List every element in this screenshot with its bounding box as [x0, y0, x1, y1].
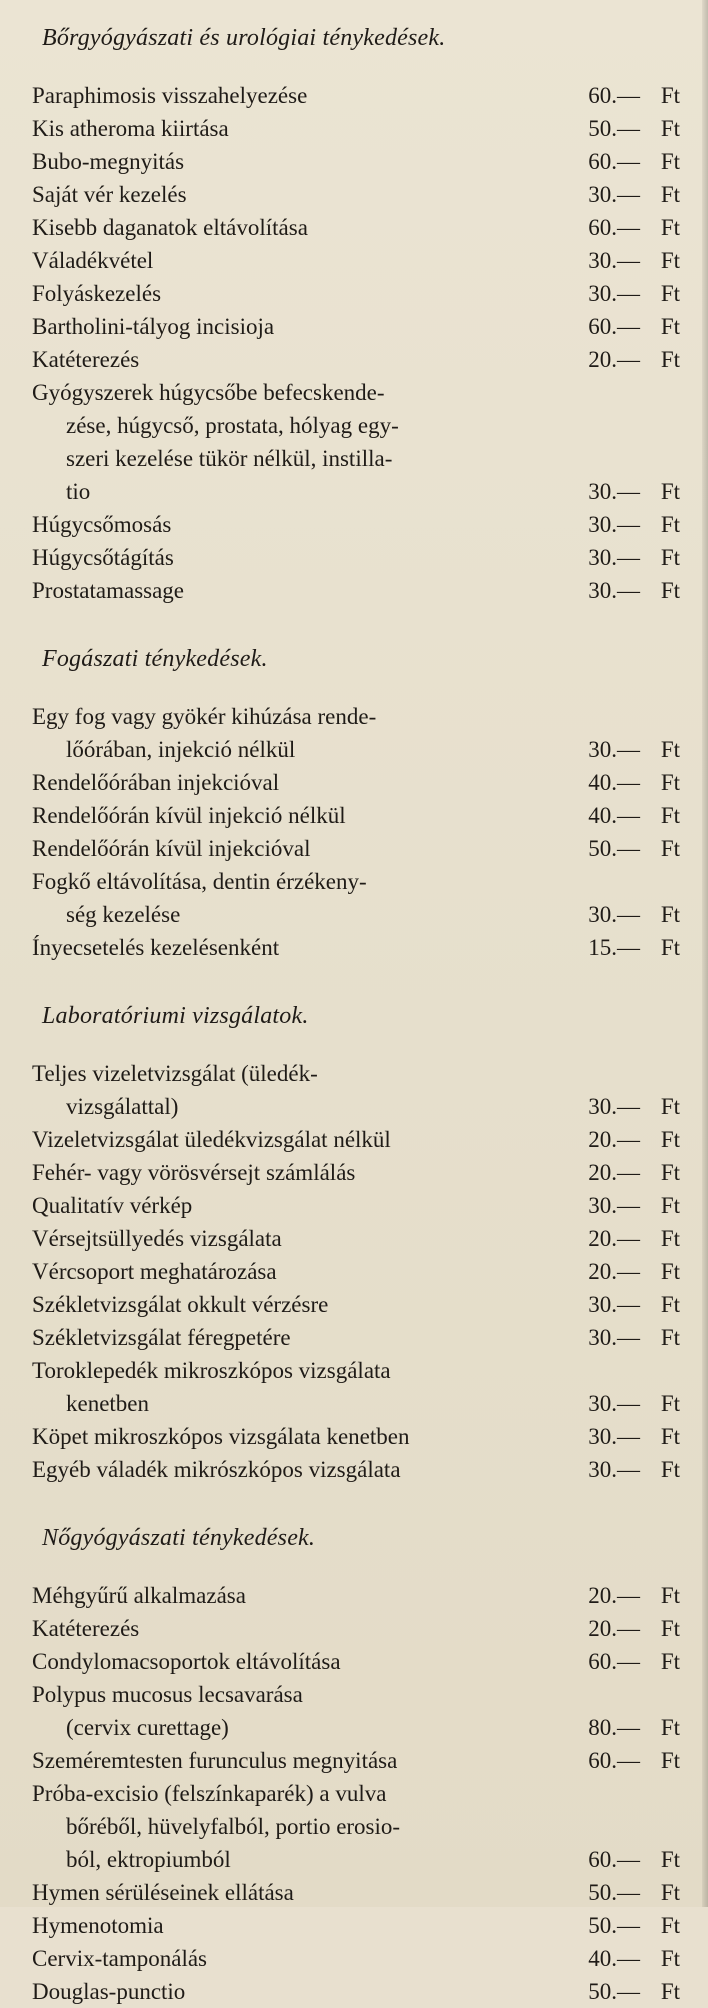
item-label	[32, 277, 562, 310]
item-label-line: Teljes vizeletvizsgálat (üledék-	[32, 1061, 318, 1086]
item-label	[32, 211, 562, 244]
price-row	[32, 1876, 692, 1909]
item-label-line: Cervix-tamponálás	[32, 1946, 208, 1971]
item-price: 30.—	[588, 902, 640, 927]
price-row	[32, 1255, 692, 1288]
item-label-line: Próba-excisio (felszínkaparék) a vulva	[32, 1781, 387, 1806]
item-price: 60.—	[588, 215, 640, 240]
price-row	[32, 541, 692, 574]
item-label	[32, 541, 562, 574]
item-price: 20.—	[588, 1259, 640, 1284]
item-price: 40.—	[588, 1946, 640, 1971]
item-unit: Ft	[660, 1160, 680, 1185]
item-label-line: Katéterezés	[32, 1616, 140, 1641]
item-price: 30.—	[588, 479, 640, 504]
item-price: 20.—	[588, 1616, 640, 1641]
price-row	[32, 832, 692, 865]
item-unit: Ft	[660, 1325, 680, 1350]
item-price: 30.—	[588, 1457, 640, 1482]
item-label-line: Székletvizsgálat okkult vérzésre	[32, 1292, 329, 1317]
item-price: 20.—	[588, 1127, 640, 1152]
page-edge-shadow	[702, 0, 708, 1907]
item-unit: Ft	[660, 1847, 680, 1872]
item-label	[32, 1876, 562, 1909]
item-unit: Ft	[660, 83, 680, 108]
price-row	[32, 376, 692, 508]
item-price: 50.—	[588, 116, 640, 141]
item-label	[32, 700, 562, 766]
price-row	[32, 145, 692, 178]
item-price: 30.—	[588, 578, 640, 603]
price-row	[32, 1288, 692, 1321]
item-label	[32, 931, 562, 964]
item-label	[32, 244, 562, 277]
item-price: 30.—	[588, 1094, 640, 1119]
item-label	[32, 1453, 562, 1486]
item-label-line: Rendelőórában injekcióval	[32, 770, 280, 795]
item-price: 30.—	[588, 281, 640, 306]
item-label-line: Folyáskezelés	[32, 281, 162, 306]
item-price: 60.—	[588, 1748, 640, 1773]
item-unit: Ft	[660, 1193, 680, 1218]
item-label-line: tio	[66, 479, 91, 504]
item-price: 60.—	[588, 83, 640, 108]
price-row	[32, 244, 692, 277]
item-label-line: Katéterezés	[32, 347, 140, 372]
item-label	[32, 832, 562, 865]
item-label-line: Fogkő eltávolítása, dentin érzékeny-	[32, 869, 367, 894]
item-unit: Ft	[660, 149, 680, 174]
item-price: 20.—	[588, 347, 640, 372]
item-price: 30.—	[588, 512, 640, 537]
item-unit: Ft	[660, 836, 680, 861]
item-label-line: Condylomacsoportok eltávolítása	[32, 1649, 341, 1674]
item-label	[32, 1189, 562, 1222]
price-row	[32, 508, 692, 541]
item-unit: Ft	[660, 935, 680, 960]
item-label-line: Prostatamassage	[32, 578, 185, 603]
item-label-line: ból, ektropiumból	[66, 1847, 231, 1872]
price-row	[32, 1645, 692, 1678]
item-label-line: zése, húgycső, prostata, hólyag egy-	[66, 413, 399, 438]
section-heading: Laboratóriumi vizsgálatok.	[42, 1003, 309, 1029]
item-price: 60.—	[588, 314, 640, 339]
section-heading: Fogászati ténykedések.	[42, 646, 268, 672]
price-row	[32, 1777, 692, 1876]
item-label	[32, 1975, 562, 2008]
item-unit: Ft	[660, 116, 680, 141]
item-label-line: vizsgálattal)	[66, 1094, 179, 1119]
item-unit: Ft	[660, 902, 680, 927]
item-label-line: (cervix curettage)	[66, 1715, 229, 1740]
price-list	[32, 22, 692, 2008]
item-unit: Ft	[660, 545, 680, 570]
price-row	[32, 1579, 692, 1612]
item-unit: Ft	[660, 1880, 680, 1905]
item-price: 30.—	[588, 1292, 640, 1317]
item-unit: Ft	[660, 803, 680, 828]
item-unit: Ft	[660, 248, 680, 273]
item-label-line: Hymen sérüléseinek ellátása	[32, 1880, 294, 1905]
item-price: 20.—	[588, 1583, 640, 1608]
item-label	[32, 766, 562, 799]
item-price: 15.—	[588, 935, 640, 960]
item-price: 30.—	[588, 545, 640, 570]
item-label-line: bőréből, hüvelyfalból, portio erosio-	[66, 1814, 401, 1839]
price-rows	[32, 1579, 692, 2008]
item-unit: Ft	[660, 1259, 680, 1284]
price-row	[32, 211, 692, 244]
item-label	[32, 376, 562, 508]
item-price: 40.—	[588, 770, 640, 795]
item-label-line: Bartholini-tályog incisioja	[32, 314, 275, 339]
item-label	[32, 343, 562, 376]
item-price: 30.—	[588, 1325, 640, 1350]
item-label	[32, 1744, 562, 1777]
item-label-line: Saját vér kezelés	[32, 182, 187, 207]
price-row	[32, 1678, 692, 1744]
item-label	[32, 178, 562, 211]
item-label	[32, 112, 562, 145]
item-price: 20.—	[588, 1226, 640, 1251]
item-price: 50.—	[588, 1913, 640, 1938]
item-price: 50.—	[588, 836, 640, 861]
item-label-line: Egy fog vagy gyökér kihúzása rende-	[32, 704, 377, 729]
item-unit: Ft	[660, 1946, 680, 1971]
item-label-line: Toroklepedék mikroszkópos vizsgálata	[32, 1358, 391, 1383]
price-row	[32, 799, 692, 832]
item-unit: Ft	[660, 1715, 680, 1740]
price-row	[32, 1453, 692, 1486]
item-label-line: Paraphimosis visszahelyezése	[32, 83, 308, 108]
item-label	[32, 1222, 562, 1255]
item-unit: Ft	[660, 281, 680, 306]
item-price: 30.—	[588, 737, 640, 762]
item-price: 30.—	[588, 182, 640, 207]
item-label	[32, 310, 562, 343]
item-price: 20.—	[588, 1160, 640, 1185]
item-label-line: szeri kezelése tükör nélkül, instilla-	[66, 446, 393, 471]
item-label-line: Ínyecsetelés kezelésenként	[32, 935, 280, 960]
item-unit: Ft	[660, 512, 680, 537]
item-label	[32, 865, 562, 931]
item-price: 60.—	[588, 1847, 640, 1872]
item-label	[32, 1612, 562, 1645]
item-label-line: Szeméremtesten furunculus megnyitása	[32, 1748, 398, 1773]
item-label	[32, 1678, 562, 1744]
item-label-line: Méhgyűrű alkalmazása	[32, 1583, 246, 1608]
item-price: 50.—	[588, 1979, 640, 2004]
item-label-line: Fehér- vagy vörösvérsejt számlálás	[32, 1160, 356, 1185]
item-label-line: Egyéb váladék mikrószkópos vizsgálata	[32, 1457, 401, 1482]
section	[32, 643, 692, 1000]
item-unit: Ft	[660, 1127, 680, 1152]
item-label	[32, 1420, 562, 1453]
item-unit: Ft	[660, 1226, 680, 1251]
price-row	[32, 1156, 692, 1189]
item-unit: Ft	[660, 314, 680, 339]
item-label-line: Köpet mikroszkópos vizsgálata kenetben	[32, 1424, 410, 1449]
section	[32, 1000, 692, 1522]
item-label-line: Székletvizsgálat féregpetére	[32, 1325, 291, 1350]
item-unit: Ft	[660, 347, 680, 372]
item-label	[32, 1909, 562, 1942]
price-row	[32, 865, 692, 931]
item-unit: Ft	[660, 1583, 680, 1608]
item-label-line: Vizeletvizsgálat üledékvizsgálat nélkül	[32, 1127, 391, 1152]
item-label-line: Húgycsőmosás	[32, 512, 172, 537]
section-spacer	[32, 1486, 692, 1522]
section	[32, 1522, 692, 2008]
price-row	[32, 178, 692, 211]
item-unit: Ft	[660, 1094, 680, 1119]
item-label	[32, 79, 562, 112]
price-row	[32, 1420, 692, 1453]
section-spacer	[32, 607, 692, 643]
price-row	[32, 1354, 692, 1420]
item-unit: Ft	[660, 578, 680, 603]
item-label	[32, 1942, 562, 1975]
item-label-line: Gyógyszerek húgycsőbe befecskende-	[32, 380, 385, 405]
item-label	[32, 145, 562, 178]
item-unit: Ft	[660, 1292, 680, 1317]
item-label-line: Kis atheroma kiirtása	[32, 116, 229, 141]
price-row	[32, 79, 692, 112]
price-row	[32, 766, 692, 799]
section-spacer	[32, 964, 692, 1000]
item-label-line: Bubo-megnyitás	[32, 149, 185, 174]
price-row	[32, 1057, 692, 1123]
section	[32, 22, 692, 643]
price-rows	[32, 79, 692, 607]
item-label-line: Hymenotomia	[32, 1913, 164, 1938]
item-label-line: Kisebb daganatok eltávolítása	[32, 215, 308, 240]
section-heading: Bőrgyógyászati és urológiai ténykedések.	[42, 25, 446, 51]
price-row	[32, 1975, 692, 2008]
item-label-line: Rendelőórán kívül injekcióval	[32, 836, 311, 861]
item-label-line: kenetben	[66, 1391, 150, 1416]
item-unit: Ft	[660, 1457, 680, 1482]
price-row	[32, 1222, 692, 1255]
item-label	[32, 1255, 562, 1288]
item-label	[32, 1057, 562, 1123]
item-label-line: lőórában, injekció nélkül	[66, 737, 296, 762]
item-label	[32, 799, 562, 832]
item-price: 30.—	[588, 1193, 640, 1218]
item-label	[32, 1579, 562, 1612]
item-unit: Ft	[660, 1616, 680, 1641]
item-label-line: Vércsoport meghatározása	[32, 1259, 277, 1284]
item-unit: Ft	[660, 479, 680, 504]
item-unit: Ft	[660, 1424, 680, 1449]
price-row	[32, 1123, 692, 1156]
price-row	[32, 1942, 692, 1975]
item-unit: Ft	[660, 1649, 680, 1674]
item-label	[32, 1321, 562, 1354]
section-heading: Nőgyógyászati ténykedések.	[42, 1525, 316, 1551]
item-unit: Ft	[660, 1391, 680, 1416]
item-price: 50.—	[588, 1880, 640, 1905]
item-unit: Ft	[660, 182, 680, 207]
price-row	[32, 277, 692, 310]
item-label-line: Douglas-punctio	[32, 1979, 186, 2004]
price-rows	[32, 1057, 692, 1486]
item-price: 30.—	[588, 248, 640, 273]
price-row	[32, 1909, 692, 1942]
item-label	[32, 508, 562, 541]
item-unit: Ft	[660, 1979, 680, 2004]
item-unit: Ft	[660, 1913, 680, 1938]
item-price: 30.—	[588, 1424, 640, 1449]
price-row	[32, 112, 692, 145]
item-price: 80.—	[588, 1715, 640, 1740]
price-row	[32, 1612, 692, 1645]
item-unit: Ft	[660, 770, 680, 795]
item-label-line: Vérsejtsüllyedés vizsgálata	[32, 1226, 282, 1251]
item-label	[32, 574, 562, 607]
price-row	[32, 310, 692, 343]
item-price: 30.—	[588, 1391, 640, 1416]
price-row	[32, 1189, 692, 1222]
item-price: 60.—	[588, 149, 640, 174]
item-label-line: ség kezelése	[66, 902, 181, 927]
price-rows	[32, 700, 692, 964]
item-price: 60.—	[588, 1649, 640, 1674]
item-price: 40.—	[588, 803, 640, 828]
item-label	[32, 1354, 562, 1420]
item-label	[32, 1645, 562, 1678]
price-row	[32, 1744, 692, 1777]
price-row	[32, 700, 692, 766]
item-label-line: Rendelőórán kívül injekció nélkül	[32, 803, 346, 828]
price-row	[32, 1321, 692, 1354]
item-label-line: Húgycsőtágítás	[32, 545, 174, 570]
item-label-line: Qualitatív vérkép	[32, 1193, 193, 1218]
price-row	[32, 574, 692, 607]
item-unit: Ft	[660, 737, 680, 762]
item-label	[32, 1777, 562, 1876]
price-row	[32, 931, 692, 964]
item-label	[32, 1156, 562, 1189]
item-unit: Ft	[660, 1748, 680, 1773]
item-label	[32, 1123, 562, 1156]
price-row	[32, 343, 692, 376]
item-label	[32, 1288, 562, 1321]
item-label-line: Váladékvétel	[32, 248, 154, 273]
item-label-line: Polypus mucosus lecsavarása	[32, 1682, 303, 1707]
item-unit: Ft	[660, 215, 680, 240]
